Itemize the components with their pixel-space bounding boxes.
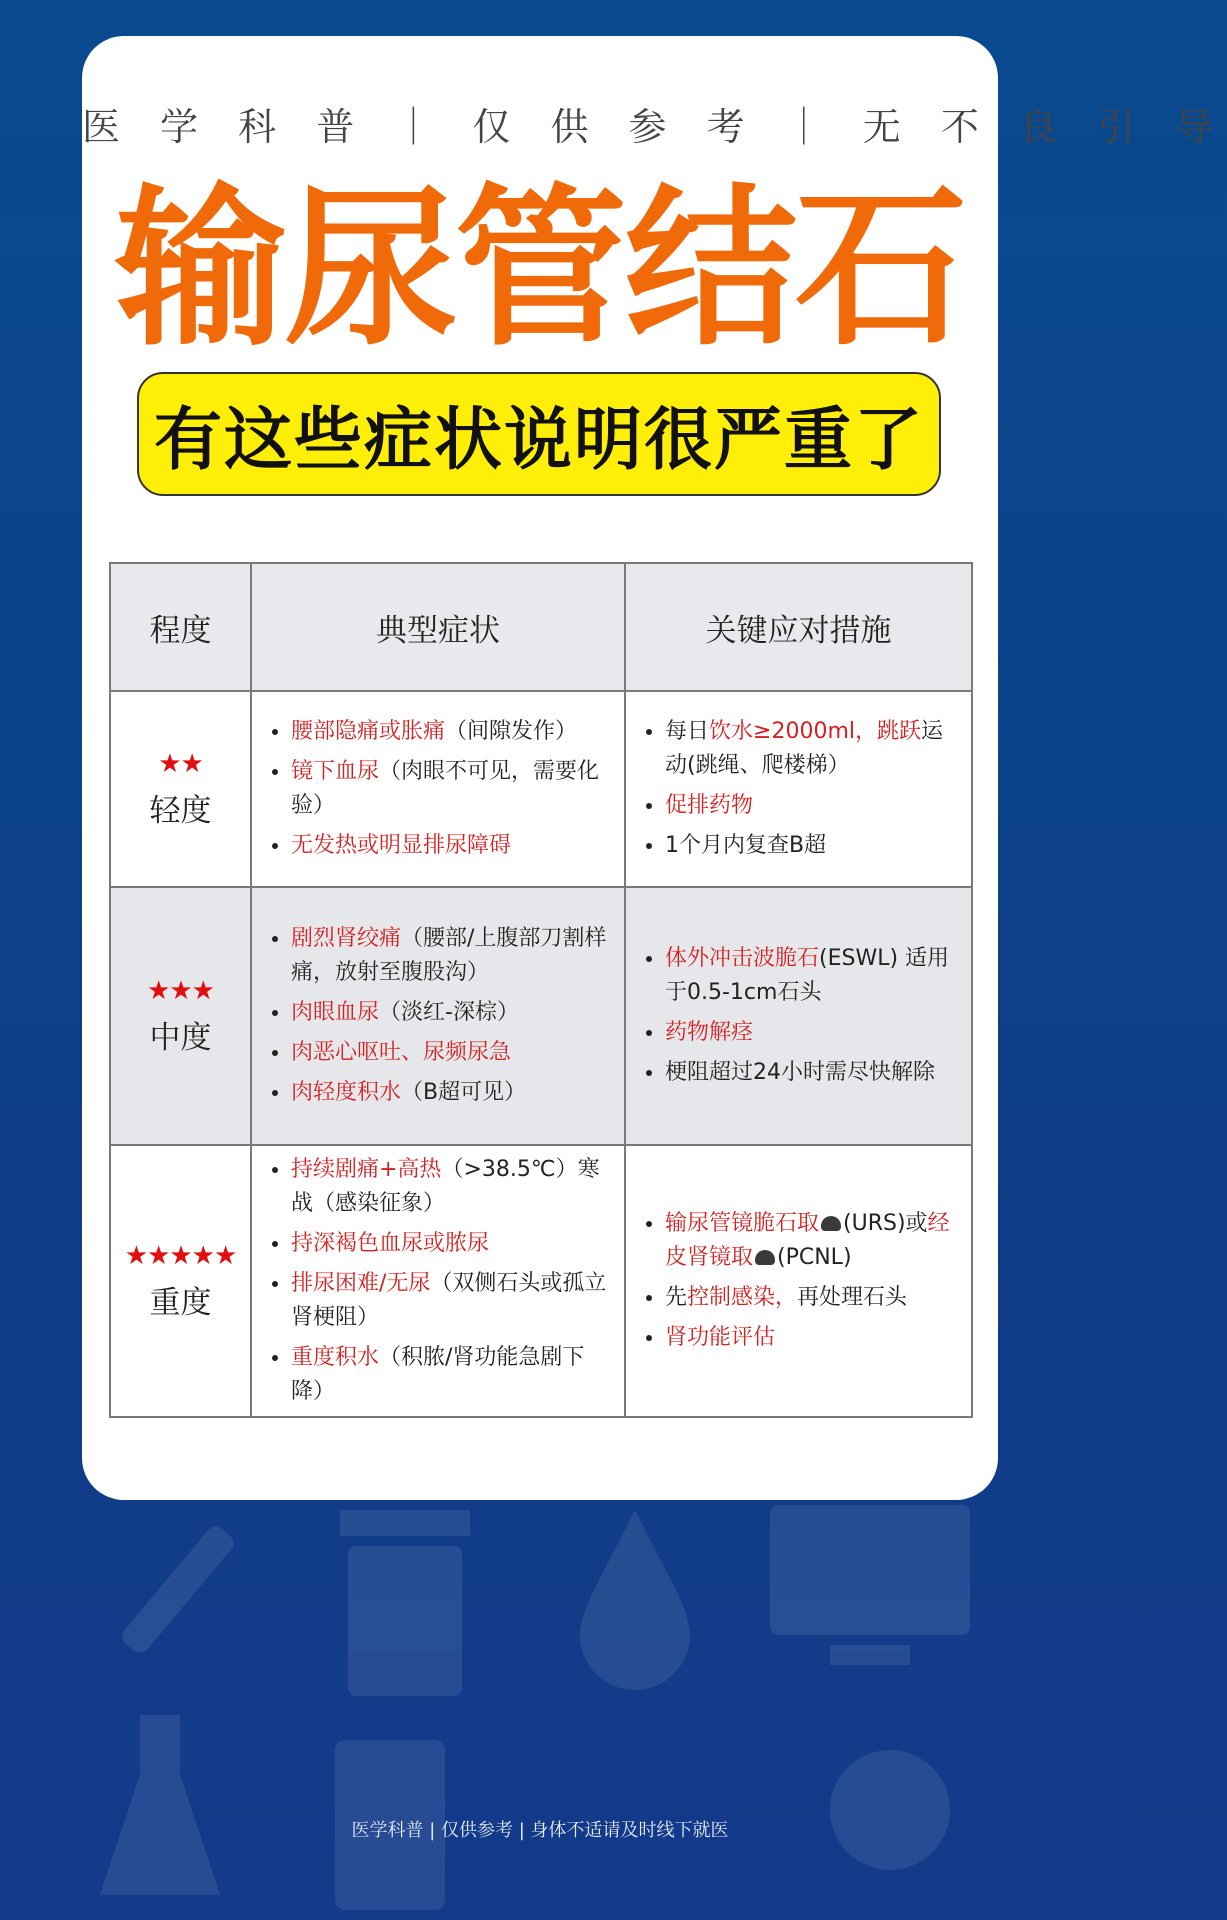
tagline: 医 学 科 普 ｜ 仅 供 参 考 ｜ 无 不 良 引 导 <box>82 105 1227 149</box>
monitor-icon <box>770 1505 970 1675</box>
table-header-row <box>110 563 972 691</box>
subtitle-banner <box>137 372 941 496</box>
level-cell <box>110 887 251 1145</box>
list-item: • 每日饮水≥2000ml，跳跃运动(跳绳、爬楼梯） <box>665 715 958 783</box>
header-measures: 关键应对措施 <box>625 563 972 691</box>
severity-table <box>109 562 971 1418</box>
list-item: • 排尿困难/无尿（双侧石头或孤立肾梗阻） <box>291 1267 611 1335</box>
star-rating: ★★★ <box>147 975 214 1006</box>
footer-disclaimer: 医学科普 | 仅供参考 | 身体不适请及时线下就医 <box>351 1820 729 1841</box>
dropper-icon <box>80 1520 250 1690</box>
list-item: • 肉轻度积水（B超可见） <box>291 1076 611 1110</box>
blood-drop-icon <box>580 1510 690 1690</box>
list-item: • 镜下血尿（肉眼不可见，需要化验） <box>291 755 611 823</box>
measures-cell <box>625 691 972 887</box>
list-item: • 药物解痉 <box>665 1016 958 1050</box>
header-level: 程度 <box>110 563 251 691</box>
list-item: • 肾功能评估 <box>665 1321 958 1355</box>
level-cell <box>110 691 251 887</box>
list-item: • 体外冲击波脆石(ESWL) 适用于0.5-1cm石头 <box>665 942 958 1010</box>
star-rating: ★★★★★ <box>124 1240 237 1271</box>
table-row-severe <box>110 1145 972 1417</box>
subtitle-text: 有这些症状说明很严重了 <box>153 400 924 480</box>
main-title: 输尿管结石 <box>115 168 965 369</box>
symptoms-cell <box>251 691 625 887</box>
header-symptoms: 典型症状 <box>251 563 625 691</box>
level-name: 轻度 <box>149 792 212 829</box>
list-item: • 无发热或明显排尿障碍 <box>291 829 611 863</box>
table-row-moderate <box>110 887 972 1145</box>
list-item: • 输尿管镜脆石取 (URS)或经皮肾镜取 (PCNL) <box>665 1207 958 1275</box>
list-item: • 持续剧痛+高热（>38.5℃）寒战（感染征象） <box>291 1153 611 1221</box>
measures-cell <box>625 887 972 1145</box>
star-rating: ★★ <box>158 748 203 779</box>
list-item: • 先控制感染，再处理石头 <box>665 1281 958 1315</box>
stone-icon <box>821 1216 841 1231</box>
level-cell <box>110 1145 251 1417</box>
level-name: 中度 <box>149 1019 212 1056</box>
list-item: • 1个月内复查B超 <box>665 829 958 863</box>
measures-cell <box>625 1145 972 1417</box>
list-item: • 肉恶心呕吐、尿频尿急 <box>291 1036 611 1070</box>
level-name: 重度 <box>149 1284 212 1321</box>
content-card <box>82 36 1227 1500</box>
flask-icon <box>100 1715 220 1905</box>
symptoms-cell <box>251 887 625 1145</box>
microscope-icon <box>820 1740 960 1890</box>
symptoms-cell <box>251 1145 625 1417</box>
stone-icon <box>755 1250 775 1265</box>
list-item: • 梗阻超过24小时需尽快解除 <box>665 1056 958 1090</box>
list-item: • 剧烈肾绞痛（腰部/上腹部刀割样痛，放射至腹股沟） <box>291 922 611 990</box>
list-item: • 促排药物 <box>665 789 958 823</box>
list-item: • 持深褐色血尿或脓尿 <box>291 1227 611 1261</box>
list-item: • 重度积水（积脓/肾功能急剧下降） <box>291 1341 611 1409</box>
table-row-mild <box>110 691 972 887</box>
medicine-bottle-icon <box>330 1510 480 1700</box>
list-item: • 肉眼血尿（淡红-深棕） <box>291 996 611 1030</box>
list-item: • 腰部隐痛或胀痛（间隙发作） <box>291 715 611 749</box>
